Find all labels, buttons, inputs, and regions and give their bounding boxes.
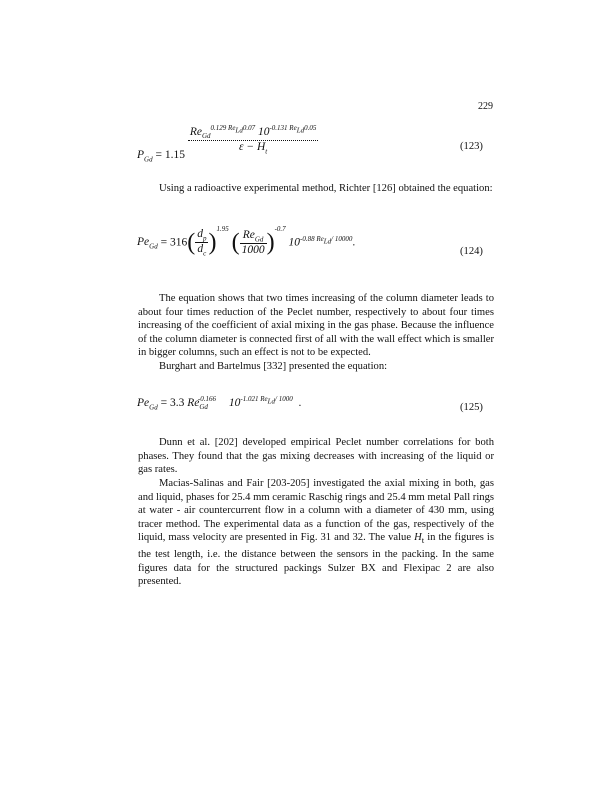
paragraph-column-diameter: The equation shows that two times increasing of the column diameter leads to about four times reduction of the Peclet number, respectively to about four times increasing of the coefficient of axial mixing in the gas phase. Because the influence of the column diameter is connected first of all with the wall effect which is smaller in bigger columns, such an effect is not to be expected. [138, 293, 494, 359]
equation-124: $Pe_{Gd} = 316$( $\frac{d_p}{d_c}$ )$^{1.95}$ ( $\frac{Re_{Gd}}{1000}$ )$^{-0.7}$ $10^{-0.88 Re_{Ld}/ 10000}$. [137, 224, 356, 258]
eq123-coef: = 1.15 [155, 149, 185, 162]
equation-125: $Pe_{Gd} = 3.3$ $Re_{Gd}^{-0.166}$ $10^{-1.021 Re_{Ld}/ 1000}$ . [137, 395, 302, 412]
paragraph-macias-salinas: Macias-Salinas and Fair [203-205] investigated the axial mixing in both, gas and liquid, phases for 25.4 mm ceramic Raschig rings and 25.4 mm metal Pall rings at water - air countercurrent flow in a column with a diameter of 430 mm, using tracer method. The experimental data as a function of the gas, respectively of the liquid, mass velocity are presented in Fig. 31 and 32. The value $H_t$ in the figures is the test length, i.e. the distance between the sensors in the packing. In the same figures data for the structured packings Sulzer BX and Flexipac 2 are also presented. [138, 478, 494, 588]
eq123-fraction: $\frac{Re_{Gd}^{0.129 Re_{Ld}0.07} 10^{-0.131 Re_{Ld}0.05}}{\varepsilon - H_t}$ [189, 124, 317, 156]
eq124-reynolds-ratio: $\frac{Re_{Gd}}{1000}$ [241, 229, 265, 257]
paragraph-burghart: Burghart and Bartelmus [332] presented the equation: [159, 361, 388, 372]
equation-123 [137, 124, 318, 164]
paragraph-richter: Using a radioactive experimental method, Richter [126] obtained the equation: [159, 183, 493, 194]
eq124-diameter-ratio: $\frac{d_p}{d_c}$ [197, 228, 207, 258]
equation-125-number: (125) [460, 402, 483, 413]
equation-124-number: (124) [460, 246, 483, 257]
eq123-lhs: $P_{Gd}$ [137, 149, 153, 164]
page-number: 229 [478, 101, 493, 112]
equation-123-number: (123) [460, 141, 483, 152]
paragraph-dunn: Dunn et al. [202] developed empirical Peclet number correlations for both phases. They found that the gas mixing decreases with increasing of the liquid or gas rates. [138, 437, 494, 476]
